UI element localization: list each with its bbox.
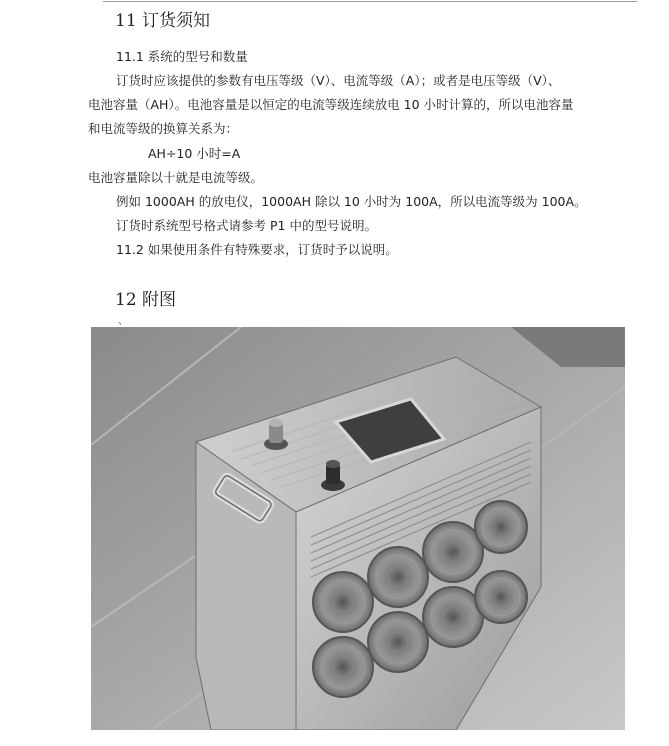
subsection-11-2-title: 11.2 如果使用条件有特殊要求，订货时予以说明。	[116, 242, 398, 257]
conversion-formula: AH÷10 小时=A	[148, 146, 241, 161]
paragraph-line: 订货时系统型号格式请参考 P1 中的型号说明。	[116, 218, 377, 233]
section-12-heading: 12 附图	[115, 290, 177, 310]
paragraph-line: 电池容量（AH）。电池容量是以恒定的电流等级连续放电 10 小时计算的，所以电池容量	[88, 97, 574, 112]
stray-mark: 、	[118, 316, 128, 327]
example-paragraph: 例如 1000AH 的放电仪，1000AH 除以 10 小时为 100A，所以电流等级为 100A。	[116, 194, 587, 209]
paragraph-line: 电池容量除以十就是电流等级。	[88, 170, 264, 185]
paragraph-line: 订货时应该提供的参数有电压等级（V）、电流等级（A）；或者是电压等级（V）、	[116, 73, 561, 88]
page-top-rule	[103, 1, 637, 2]
device-photo	[91, 327, 625, 730]
paragraph-line: 和电流等级的换算关系为：	[88, 121, 239, 136]
section-11-heading: 11 订货须知	[115, 11, 211, 31]
subsection-11-1-title: 11.1 系统的型号和数量	[116, 49, 248, 64]
